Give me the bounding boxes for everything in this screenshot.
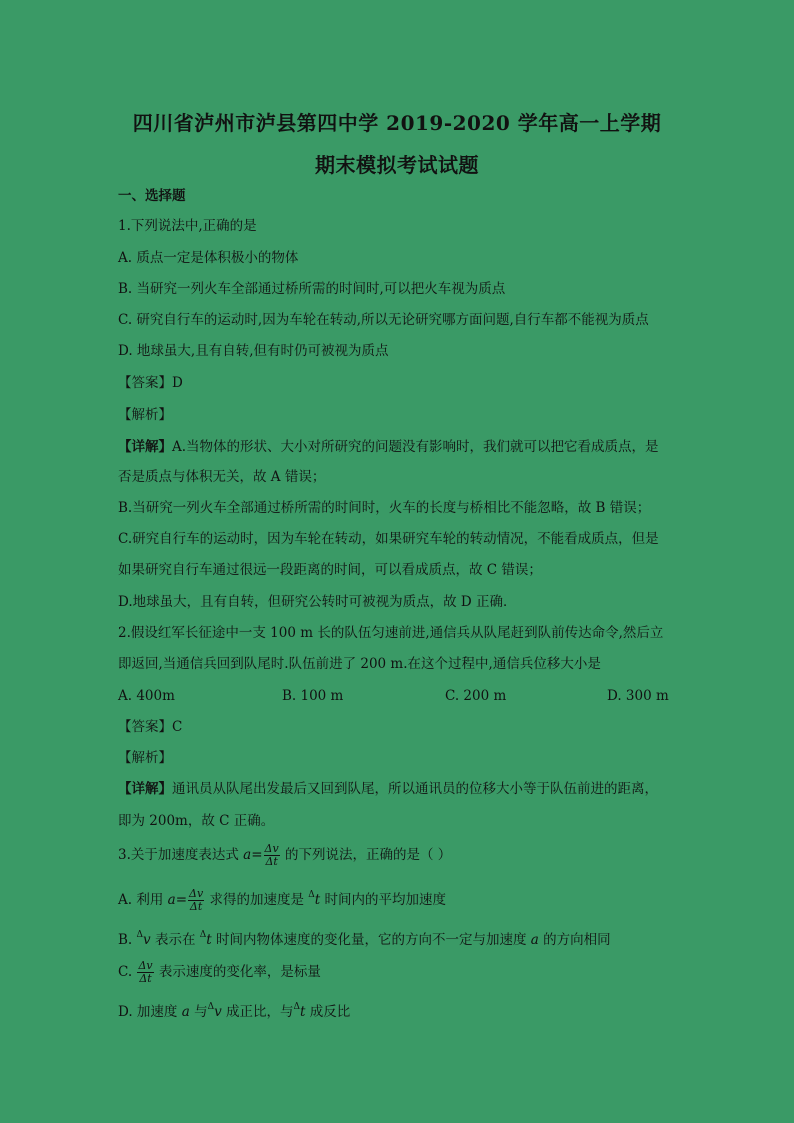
q1-stem: 1.下列说法中,正确的是 <box>118 218 257 234</box>
q3-c-fraction <box>137 960 153 985</box>
q3-b-post: 时间内物体速度的变化量，它的方向不一定与加速度 <box>211 932 531 948</box>
q1-detail-line-2: 否是质点与体积无关，故 A 错误； <box>118 469 326 485</box>
q3-d-pre: D. 加速度 <box>118 1004 182 1020</box>
q3-b-t: t <box>206 932 212 948</box>
q3-a-fraction <box>188 888 204 913</box>
q1-detail-line-4: C.研究自行车的运动时，因为车轮在转动，如果研究车轮的转动情况，不能看成质点，但是 <box>118 531 659 547</box>
q2-detail-line-1 <box>118 779 658 799</box>
q3-option-b <box>118 925 611 950</box>
fraction-numerator: Δv <box>138 959 153 972</box>
fraction-numerator: Δv <box>264 842 279 855</box>
q1-option-d: D. 地球虽大,且有自转,但有时仍可被视为质点 <box>118 343 389 359</box>
q2-answer: 【答案】C <box>118 719 183 735</box>
q3-stem-fraction <box>264 843 280 868</box>
q1-detail-line-5: 如果研究自行车通过很远一段距离的时间，可以看成质点，故 C 错误； <box>118 562 542 578</box>
fraction-numerator: Δv <box>189 887 204 900</box>
delta-symbol: Δ <box>293 1002 301 1012</box>
q1-option-c: C. 研究自行车的运动时,因为车轮在转动,所以无论研究哪方面问题,自行车都不能视为质点 <box>118 312 649 328</box>
q3-a-eq: = <box>175 892 187 908</box>
q3-c-pre: C. <box>118 964 137 980</box>
q3-a-t: t <box>314 892 321 908</box>
q2-option-d: D. 300 m <box>607 688 669 704</box>
q1-detail-text-1: A.当物体的形状、大小对所研究的问题没有影响时，我们就可以把它看成质点，是 <box>172 439 659 455</box>
q3-b-end: 的方向相同 <box>538 932 611 948</box>
q3-stem-post: 的下列说法，正确的是（ ） <box>280 847 452 863</box>
q2-detail-line-2: 即为 200m，故 C 正确。 <box>118 813 275 829</box>
q2-detail-tag: 【详解】 <box>118 781 172 797</box>
fraction-denominator: Δt <box>139 972 152 985</box>
q3-a-post: 时间内的平均加速度 <box>320 892 446 908</box>
delta-symbol: Δ <box>207 1002 215 1012</box>
q1-option-a: A. 质点一定是体积极小的物体 <box>118 250 299 266</box>
q3-a-pre: A. 利用 <box>118 892 168 908</box>
title-line-1: 四川省泸州市泸县第四中学 2019-2020 学年高一上学期 <box>132 111 662 135</box>
q1-detail-tag: 【详解】 <box>118 439 172 455</box>
q3-d-post: 成反比 <box>305 1004 351 1020</box>
q2-detail-text-1: 通讯员从队尾出发最后又回到队尾，所以通讯员的位移大小等于队伍前进的距离， <box>172 781 658 797</box>
section-heading: 一、选择题 <box>118 188 186 204</box>
q1-detail-line-3: B.当研究一列火车全部通过桥所需的时间时，火车的长度与桥相比不能忽略，故 B 错误； <box>118 500 651 516</box>
q3-option-c <box>118 960 321 985</box>
q2-option-b: B. 100 m <box>282 688 344 704</box>
q3-d-mid: 与 <box>189 1004 208 1020</box>
q3-stem-pre: 3.关于加速度表达式 <box>118 847 244 863</box>
q1-analysis: 【解析】 <box>118 407 172 423</box>
q1-answer: 【答案】D <box>118 375 183 391</box>
delta-symbol: Δ <box>308 890 315 900</box>
q2-stem-line-1: 2.假设红军长征途中一支 100 m 长的队伍匀速前进,通信兵从队尾赶到队前传达命令,然后立 <box>118 625 664 641</box>
q3-b-pre: B. <box>118 932 137 948</box>
q2-option-a: A. 400m <box>118 688 175 704</box>
q2-analysis: 【解析】 <box>118 750 172 766</box>
q1-option-b: B. 当研究一列火车全部通过桥所需的时间时,可以把火车视为质点 <box>118 281 506 297</box>
q3-d-t: t <box>300 1004 306 1020</box>
q3-option-a <box>118 885 446 913</box>
q3-d-mid2: 成正比，与 <box>221 1004 294 1020</box>
fraction-denominator: Δt <box>189 900 203 913</box>
q3-stem <box>118 843 451 868</box>
q3-stem-var: a <box>243 847 252 863</box>
q3-b-v: v <box>143 932 151 948</box>
fraction-denominator: Δt <box>265 855 278 868</box>
title-line-2: 期末模拟考试试题 <box>315 153 479 177</box>
q3-a-mid: 求得的加速度是 <box>205 892 309 908</box>
q3-c-post: 表示速度的变化率，是标量 <box>154 964 321 980</box>
q3-a-var: a <box>167 892 176 908</box>
q3-d-v: v <box>214 1004 222 1020</box>
q1-detail-line-1 <box>118 437 659 457</box>
delta-symbol: Δ <box>199 930 207 940</box>
q3-stem-eq: = <box>251 847 263 863</box>
q3-d-a: a <box>181 1004 190 1020</box>
q3-b-mid: 表示在 <box>150 932 200 948</box>
q3-b-a: a <box>530 932 539 948</box>
q2-stem-line-2: 即返回,当通信兵回到队尾时.队伍前进了 200 m.在这个过程中,通信兵位移大小是 <box>118 656 601 672</box>
q2-option-c: C. 200 m <box>445 688 507 704</box>
delta-symbol: Δ <box>136 930 144 940</box>
q3-option-d <box>118 997 350 1022</box>
q1-detail-line-6: D.地球虽大，且有自转，但研究公转时可被视为质点，故 D 正确． <box>118 594 517 610</box>
